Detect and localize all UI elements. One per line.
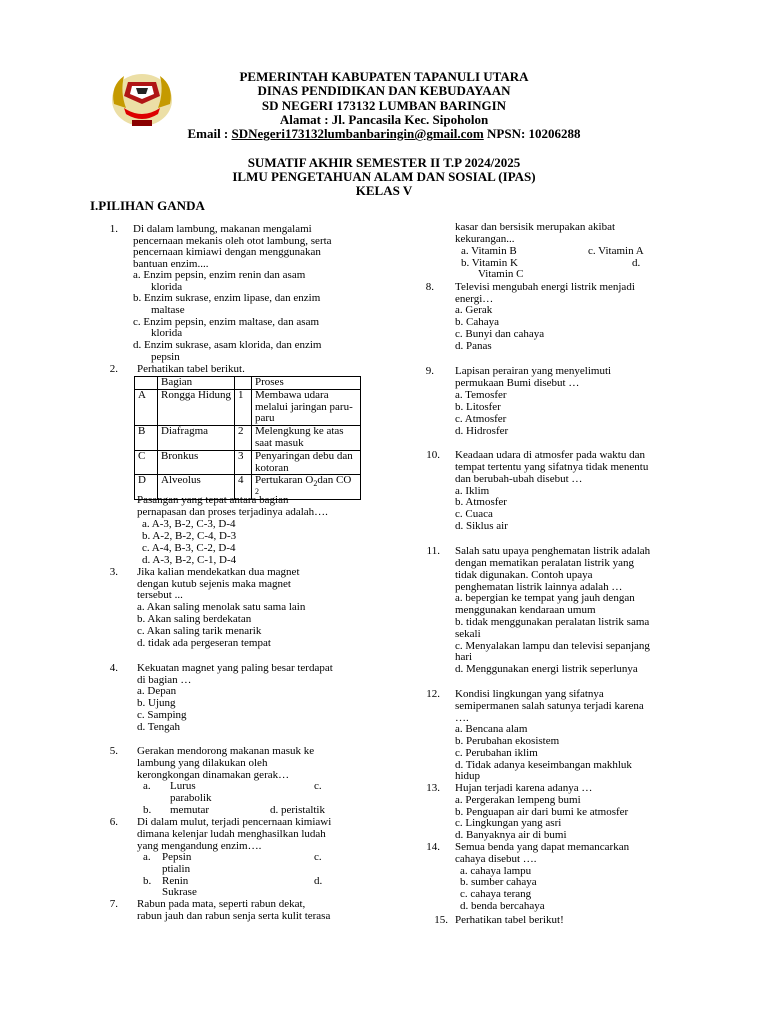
question-number: 15. (434, 914, 448, 926)
table-cell: A (135, 389, 158, 425)
question-number: 10. (426, 449, 440, 461)
answer-option: maltase (151, 304, 185, 316)
question-text: tidak digunakan. Contoh upaya (455, 569, 593, 581)
table-header: Proses (252, 377, 361, 390)
answer-option: c. Atmosfer (455, 413, 507, 425)
answer-option: a. Akan saling menolak satu sama lain (137, 601, 306, 613)
answer-option: Pepsin (162, 851, 192, 863)
answer-option: d. tidak ada pergeseran tempat (137, 637, 271, 649)
header-department: DINAS PENDIDIKAN DAN KEBUDAYAAN (257, 83, 511, 99)
question-text: pencernaan kimiawi dengan menggunakan (133, 246, 321, 258)
question-text: lambung yang dilakukan oleh (137, 757, 268, 769)
answer-option: c. Menyalakan lampu dan televisi sepanjang (455, 640, 650, 652)
question-text: kekurangan... (455, 233, 515, 245)
header-school: SD NEGERI 173132 LUMBAN BARINGIN (261, 97, 507, 113)
answer-option: c. Enzim pepsin, enzim maltase, dan asam (133, 316, 320, 328)
answer-option: memutar (170, 804, 210, 816)
question-text: tersebut ... (137, 589, 183, 601)
answer-option: b. Litosfer (455, 401, 501, 413)
option-letter: c. (314, 851, 322, 863)
question-text: bantuan enzim.... (133, 258, 209, 270)
answer-option: b. sumber cahaya (460, 876, 537, 888)
answer-option: b. tidak menggunakan peralatan listrik sama (455, 616, 650, 628)
question-text: di bagian … (137, 674, 192, 686)
question-text: yang mengandung enzim…. (137, 840, 262, 852)
table-cell: 4 (235, 475, 252, 500)
table-cell: 2 (235, 426, 252, 451)
table-cell: Alveolus (158, 475, 235, 500)
answer-option: hari (455, 651, 473, 663)
question-number: 9. (425, 365, 434, 377)
header-address: Alamat : Jl. Pancasila Kec. Sipoholon (279, 111, 489, 127)
table-cell: Melengkung ke atas saat masuk (252, 426, 361, 451)
question-text: Semua benda yang dapat memancarkan (455, 841, 630, 853)
question-number: 3. (109, 566, 118, 578)
answer-option: b. Cahaya (455, 316, 499, 328)
answer-option: Renin (162, 875, 189, 887)
question-text: Televisi mengubah energi listrik menjadi (455, 281, 635, 293)
question-number: 14. (426, 841, 440, 853)
option-letter: a. (143, 851, 151, 863)
answer-option: b. Penguapan air dari bumi ke atmosfer (455, 806, 629, 818)
cell-text: dan CO (317, 474, 352, 487)
question-text: Di dalam mulut, terjadi pencernaan kimiawi (137, 816, 332, 828)
question-text: Kekuatan magnet yang paling besar terdapat (137, 662, 333, 674)
answer-option: c. Samping (137, 709, 187, 721)
exam-subject: ILMU PENGETAHUAN ALAM DAN SOSIAL (IPAS) (232, 169, 536, 184)
answer-option: c. Perubahan iklim (455, 747, 538, 759)
header-contact (0, 127, 768, 141)
question-text: Lapisan perairan yang menyelimuti (455, 365, 612, 377)
answer-option: c. Lingkungan yang asri (455, 817, 562, 829)
question-number: 1. (109, 223, 118, 235)
question-text: Perhatikan tabel berikut! (455, 914, 564, 926)
answer-option: klorida (151, 281, 183, 293)
answer-option: c. cahaya terang (460, 888, 532, 900)
question-text: penghematan listrik lainnya adalah … (455, 581, 623, 593)
question-text: dan berubah-ubah disebut … (455, 473, 583, 485)
exam-title (0, 156, 768, 198)
header-government: PEMERINTAH KABUPATEN TAPANULI UTARA (239, 69, 529, 84)
answer-option: Lurus (170, 780, 196, 792)
question-text: kasar dan bersisik merupakan akibat (455, 221, 616, 233)
answer-option: hidup (455, 770, 481, 782)
subscript: 2 (313, 479, 318, 489)
option-letter: d. (632, 257, 641, 269)
answer-option: a. Bencana alam (455, 723, 528, 735)
answer-option: Vitamin C (478, 268, 524, 280)
question-text: Kondisi lingkungan yang sifatnya (455, 688, 604, 700)
answer-option: a. Pergerakan lempeng bumi (455, 794, 581, 806)
table-row (135, 450, 361, 475)
answer-option: d. Panas (455, 340, 492, 352)
answer-option: pepsin (151, 351, 180, 363)
answer-option: c. Bunyi dan cahaya (455, 328, 545, 340)
answer-option: c. Vitamin A (588, 245, 644, 257)
table-cell: Diafragma (158, 426, 235, 451)
option-letter: d. (314, 875, 323, 887)
answer-option: sekali (455, 628, 481, 640)
exam-name: SUMATIF AKHIR SEMESTER II T.P 2024/2025 (247, 155, 521, 170)
question-text: kerongkongan dinamakan gerak… (137, 769, 290, 781)
table-cell: Bronkus (158, 450, 235, 475)
question-text: semipermanen salah satunya terjadi karena (455, 700, 644, 712)
answer-option: c. Cuaca (455, 508, 493, 520)
section-heading: I.PILIHAN GANDA (90, 198, 205, 213)
respiration-table (134, 376, 361, 500)
answer-option: d. Banyaknya air di bumi (455, 829, 567, 841)
option-letter: b. (143, 804, 152, 816)
answer-option: d. A-3, B-2, C-1, D-4 (142, 554, 237, 566)
answer-option: d. peristaltik (270, 804, 325, 816)
answer-option: c. A-4, B-3, C-2, D-4 (142, 542, 236, 554)
question-text: Di dalam lambung, makanan mengalami (133, 223, 312, 235)
question-text: …. (455, 712, 469, 724)
question-number: 6. (109, 816, 118, 828)
question-text: Keadaan udara di atmosfer pada waktu dan (455, 449, 645, 461)
answer-option: b. A-2, B-2, C-4, D-3 (142, 530, 237, 542)
answer-option: a. Gerak (455, 304, 493, 316)
table-cell (158, 389, 235, 425)
email-label: Email : (187, 126, 232, 142)
question-number: 13. (426, 782, 440, 794)
question-text: Pasangan yang tepat antara bagian (137, 494, 289, 506)
option-letter: c. (314, 780, 322, 792)
answer-option: a. Depan (137, 685, 177, 697)
table-cell: B (135, 426, 158, 451)
answer-option: a. Enzim pepsin, enzim renin dan asam (133, 269, 306, 281)
table-row (135, 426, 361, 451)
answer-option: d. Tidak adanya keseimbangan makhluk (455, 759, 632, 771)
answer-option: parabolik (170, 792, 212, 804)
answer-option: b. Atmosfer (455, 496, 507, 508)
answer-option: ptialin (162, 863, 191, 875)
table-cell: C (135, 450, 158, 475)
question-number: 5. (109, 745, 118, 757)
table-cell: Penyaringan debu dan kotoran (252, 450, 361, 475)
answer-option: menggunakan kendaraan umum (455, 604, 596, 616)
subscript: 2 (255, 487, 259, 496)
question-text: Gerakan mendorong makanan masuk ke (137, 745, 315, 757)
question-text: pencernaan mekanis oleh otot lambung, serta (133, 235, 332, 247)
answer-option: b. Ujung (137, 697, 176, 709)
answer-option: b. Vitamin K (461, 257, 518, 269)
answer-option: Sukrase (162, 886, 197, 898)
npsn: NPSN: 10206288 (483, 126, 581, 142)
question-text: dengan kutub sejenis maka magnet (137, 578, 291, 590)
question-text: cahaya disebut …. (455, 853, 537, 865)
question-text: Jika kalian mendekatkan dua magnet (137, 566, 300, 578)
question-number: 7. (109, 898, 118, 910)
answer-option: a. bepergian ke tempat yang jauh dengan (455, 592, 635, 604)
answer-option: d. Enzim sukrase, asam klorida, dan enzim (133, 339, 322, 351)
answer-option: a. cahaya lampu (460, 865, 532, 877)
question-text: rabun jauh dan rabun senja serta kulit terasa (137, 910, 331, 922)
school-letterhead (0, 70, 768, 141)
answer-option: c. Akan saling tarik menarik (137, 625, 262, 637)
table-cell: 3 (235, 450, 252, 475)
answer-option: klorida (151, 327, 183, 339)
table-header: Bagian (158, 377, 235, 390)
answer-option: d. Siklus air (455, 520, 508, 532)
table-cell: Membawa udara melalui jaringan paru-paru (252, 389, 361, 425)
answer-option: d. Menggunakan energi listrik seperlunya (455, 663, 638, 675)
answer-option: b. Perubahan ekosistem (455, 735, 560, 747)
option-letter: a. (143, 780, 151, 792)
exam-class: KELAS V (355, 183, 413, 198)
cell-text: Pertukaran O (255, 474, 314, 487)
table-cell: 1 (235, 389, 252, 425)
answer-option: b. Akan saling berdekatan (137, 613, 252, 625)
table-header-row (135, 377, 361, 390)
question-text: pernapasan dan proses terjadinya adalah…. (137, 506, 328, 518)
answer-option: d. Hidrosfer (455, 425, 509, 437)
answer-option: a. Iklim (455, 485, 490, 497)
answer-option: d. Tengah (137, 721, 181, 733)
question-text: Perhatikan tabel berikut. (137, 363, 245, 375)
question-text: Rabun pada mata, seperti rabun dekat, (137, 898, 306, 910)
question-number: 12. (426, 688, 440, 700)
cell-text: Rongga Hidung (161, 388, 231, 401)
option-letter: b. (143, 875, 152, 887)
question-number: 11. (426, 545, 440, 557)
email-link[interactable]: SDNegeri173132lumbanbaringin@gmail.com (231, 126, 484, 142)
question-text: dengan mematikan peralatan listrik yang (455, 557, 634, 569)
question-number: 4. (109, 662, 118, 674)
question-text: permukaan Bumi disebut … (455, 377, 580, 389)
question-number: 8. (425, 281, 434, 293)
question-text: tempat tertentu yang sifatnya tidak menentu (455, 461, 649, 473)
table-row (135, 389, 361, 425)
question-text: Hujan terjadi karena adanya … (455, 782, 593, 794)
question-text: energi… (455, 293, 494, 305)
answer-option: a. A-3, B-2, C-3, D-4 (142, 518, 236, 530)
answer-option: a. Temosfer (455, 389, 507, 401)
table-cell: D (135, 475, 158, 500)
answer-option: b. Enzim sukrase, enzim lipase, dan enzim (133, 292, 321, 304)
answer-option: d. benda bercahaya (460, 900, 545, 912)
answer-option: a. Vitamin B (461, 245, 517, 257)
question-text: Salah satu upaya penghematan listrik adalah (455, 545, 651, 557)
question-number: 2. (109, 363, 118, 375)
question-text: dimana kelenjar ludah menghasilkan ludah (137, 828, 326, 840)
